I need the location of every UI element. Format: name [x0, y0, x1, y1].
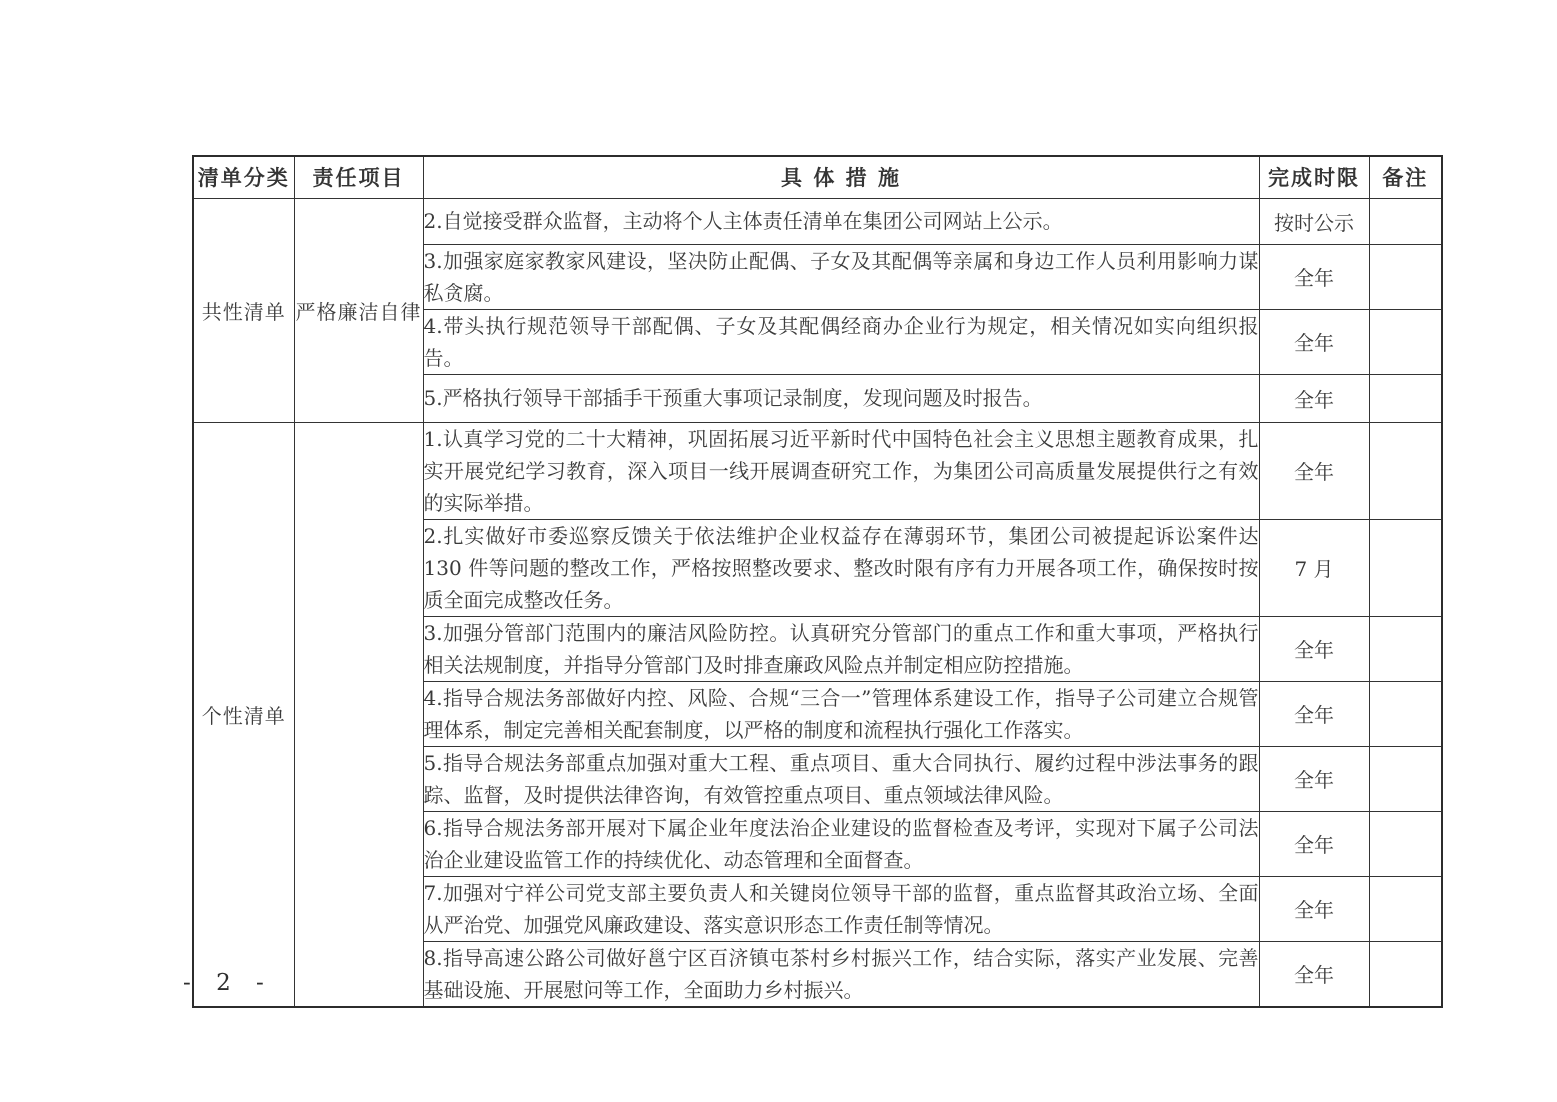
note-cell: [1369, 876, 1442, 941]
note-cell: [1369, 746, 1442, 811]
measure-cell: 1.认真学习党的二十大精神，巩固拓展习近平新时代中国特色社会主义思想主题教育成果，扎实开展党纪学习教育，深入项目一线开展调查研究工作，为集团公司高质量发展提供行之有效的实际举措。: [423, 422, 1259, 519]
deadline-cell: 全年: [1259, 681, 1369, 746]
deadline-cell: 全年: [1259, 374, 1369, 422]
measure-cell: 2.扎实做好市委巡察反馈关于依法维护企业权益存在薄弱环节，集团公司被提起诉讼案件达 130 件等问题的整改工作，严格按照整改要求、整改时限有序有力开展各项工作，确保按时按质全面完成整改任务。: [423, 519, 1259, 616]
deadline-cell: 全年: [1259, 422, 1369, 519]
deadline-cell: 全年: [1259, 941, 1369, 1007]
deadline-cell: 按时公示: [1259, 198, 1369, 244]
deadline-cell: 全年: [1259, 309, 1369, 374]
table-row: [193, 198, 1442, 244]
header-category: 清单分类: [193, 156, 294, 198]
category-cell: 共性清单: [193, 198, 294, 422]
note-cell: [1369, 811, 1442, 876]
project-cell: [294, 422, 423, 1007]
measure-cell: 5.严格执行领导干部插手干预重大事项记录制度，发现问题及时报告。: [423, 374, 1259, 422]
deadline-cell: 全年: [1259, 746, 1369, 811]
deadline-cell: 7 月: [1259, 519, 1369, 616]
measure-cell: 3.加强分管部门范围内的廉洁风险防控。认真研究分管部门的重点工作和重大事项，严格执行相关法规制度，并指导分管部门及时排查廉政风险点并制定相应防控措施。: [423, 616, 1259, 681]
note-cell: [1369, 309, 1442, 374]
page-number: - 2 -: [183, 970, 273, 996]
note-cell: [1369, 941, 1442, 1007]
responsibility-list-table: [192, 155, 1443, 1008]
note-cell: [1369, 616, 1442, 681]
deadline-cell: 全年: [1259, 244, 1369, 309]
deadline-cell: 全年: [1259, 876, 1369, 941]
measure-cell: 3.加强家庭家教家风建设，坚决防止配偶、子女及其配偶等亲属和身边工作人员利用影响力谋私贪腐。: [423, 244, 1259, 309]
measure-cell: 5.指导合规法务部重点加强对重大工程、重点项目、重大合同执行、履约过程中涉法事务的跟踪、监督，及时提供法律咨询，有效管控重点项目、重点领域法律风险。: [423, 746, 1259, 811]
header-deadline: 完成时限: [1259, 156, 1369, 198]
note-cell: [1369, 519, 1442, 616]
header-measures: 具 体 措 施: [423, 156, 1259, 198]
measure-cell: 6.指导合规法务部开展对下属企业年度法治企业建设的监督检查及考评，实现对下属子公司法治企业建设监管工作的持续优化、动态管理和全面督查。: [423, 811, 1259, 876]
measure-cell: 8.指导高速公路公司做好邕宁区百济镇屯茶村乡村振兴工作，结合实际，落实产业发展、完善基础设施、开展慰问等工作，全面助力乡村振兴。: [423, 941, 1259, 1007]
measure-cell: 2.自觉接受群众监督，主动将个人主体责任清单在集团公司网站上公示。: [423, 198, 1259, 244]
measure-cell: 4.带头执行规范领导干部配偶、子女及其配偶经商办企业行为规定，相关情况如实向组织报告。: [423, 309, 1259, 374]
deadline-cell: 全年: [1259, 811, 1369, 876]
note-cell: [1369, 374, 1442, 422]
header-note: 备注: [1369, 156, 1442, 198]
measure-cell: 7.加强对宁祥公司党支部主要负责人和关键岗位领导干部的监督，重点监督其政治立场、全面从严治党、加强党风廉政建设、落实意识形态工作责任制等情况。: [423, 876, 1259, 941]
note-cell: [1369, 681, 1442, 746]
project-cell: 严格廉洁自律: [294, 198, 423, 422]
category-cell: 个性清单: [193, 422, 294, 1007]
deadline-cell: 全年: [1259, 616, 1369, 681]
note-cell: [1369, 244, 1442, 309]
note-cell: [1369, 422, 1442, 519]
table-row: [193, 422, 1442, 519]
measure-cell: 4.指导合规法务部做好内控、风险、合规“三合一”管理体系建设工作，指导子公司建立合规管理体系，制定完善相关配套制度，以严格的制度和流程执行强化工作落实。: [423, 681, 1259, 746]
table-header-row: [193, 156, 1442, 198]
header-project: 责任项目: [294, 156, 423, 198]
note-cell: [1369, 198, 1442, 244]
